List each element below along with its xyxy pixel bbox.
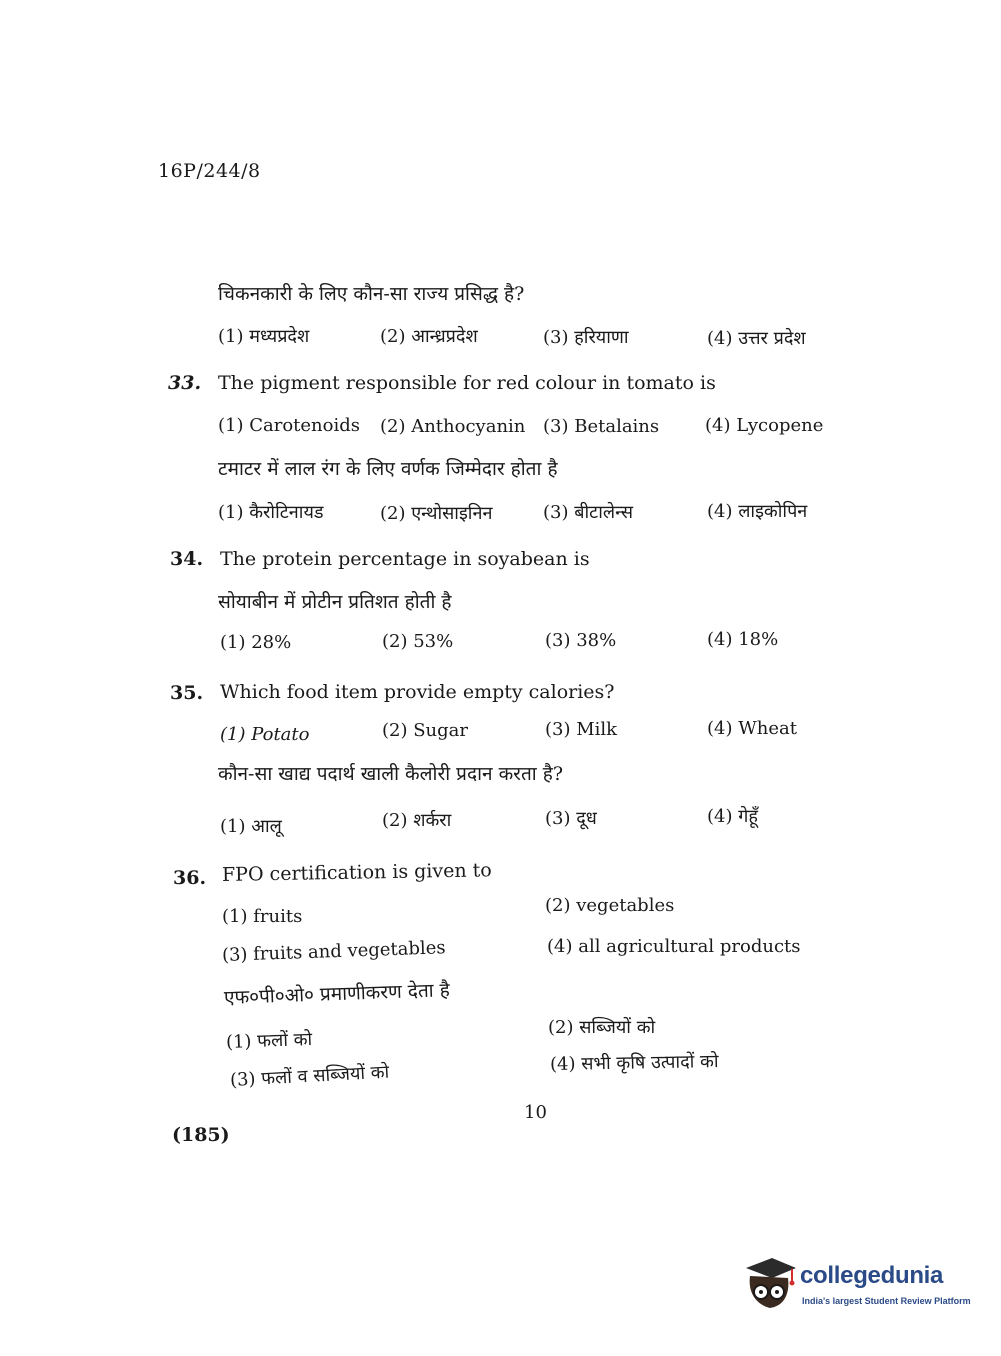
q35-hi-option-1: (1) आलू — [220, 816, 282, 837]
q33-option-1: (1) Carotenoids — [218, 415, 360, 436]
q34-option-1: (1) 28% — [220, 632, 292, 653]
question-34-number: 34. — [170, 548, 204, 570]
question-35-number: 35. — [170, 682, 204, 704]
paper-code: 16P/244/8 — [158, 160, 261, 182]
q36-hi-option-4: (4) सभी कृषि उत्पादों को — [549, 1051, 719, 1075]
q35-option-4: (4) Wheat — [707, 718, 797, 739]
q33-option-4: (4) Lycopene — [705, 415, 824, 436]
page-number: 10 — [524, 1102, 547, 1123]
q34-option-2: (2) 53% — [382, 631, 454, 652]
q32-hi-option-3: (3) हरियाणा — [543, 327, 629, 348]
question-35-hindi-text: कौन-सा खाद्य पदार्थ खाली कैलोरी प्रदान करता है? — [218, 763, 564, 785]
q35-hi-option-3: (3) दूध — [545, 808, 597, 829]
q35-hi-option-2: (2) शर्करा — [382, 810, 452, 831]
q32-hi-option-2: (2) आन्ध्रप्रदेश — [380, 326, 478, 347]
q36-hi-option-2: (2) सब्जियों को — [548, 1017, 656, 1038]
collegedunia-logo — [742, 1250, 972, 1330]
q35-hi-option-4: (4) गेहूँ — [707, 806, 758, 827]
question-33-hindi-text: टमाटर में लाल रंग के लिए वर्णक जिम्मेदार होता है — [218, 458, 558, 480]
q33-option-2: (2) Anthocyanin — [380, 416, 526, 437]
q36-option-2: (2) vegetables — [545, 895, 675, 916]
q35-option-2: (2) Sugar — [382, 720, 469, 741]
logo-wordmark: collegedunia — [800, 1262, 944, 1289]
q36-hi-option-3: (3) फलों व सब्जियों को — [229, 1061, 390, 1091]
q33-option-3: (3) Betalains — [543, 416, 660, 437]
question-36-text: FPO certification is given to — [221, 859, 492, 886]
question-33-text: The pigment responsible for red colour in tomato is — [218, 372, 716, 394]
q33-hi-option-2: (2) एन्थोसाइनिन — [380, 503, 493, 524]
q35-option-3: (3) Milk — [545, 719, 618, 740]
mascot-icon — [742, 1254, 798, 1316]
question-36-hindi-text: एफ०पी०ओ० प्रमाणीकरण देता है — [223, 979, 451, 1009]
question-36-number: 36. — [173, 867, 207, 889]
question-34-text: The protein percentage in soyabean is — [220, 548, 590, 570]
footer-code: (185) — [172, 1124, 230, 1146]
question-33-number: 33. — [168, 372, 202, 394]
logo-tagline: India's largest Student Review Platform — [802, 1296, 971, 1306]
q34-option-3: (3) 38% — [545, 630, 617, 651]
question-35-text: Which food item provide empty calories? — [220, 681, 615, 703]
q36-option-4: (4) all agricultural products — [547, 936, 801, 957]
q32-hi-option-4: (4) उत्तर प्रदेश — [707, 328, 806, 349]
question-34-hindi-text: सोयाबीन में प्रोटीन प्रतिशत होती है — [218, 591, 452, 613]
q36-hi-option-1: (1) फलों को — [225, 1028, 313, 1053]
q35-option-1: (1) Potato — [220, 724, 310, 745]
q32-hi-option-1: (1) मध्यप्रदेश — [218, 326, 310, 347]
q33-hi-option-3: (3) बीटालेन्स — [543, 502, 634, 523]
question-32-hindi-text: चिकनकारी के लिए कौन-सा राज्य प्रसिद्ध है? — [218, 283, 525, 305]
q36-option-3: (3) fruits and vegetables — [221, 937, 446, 966]
q36-option-1: (1) fruits — [222, 906, 303, 927]
q33-hi-option-4: (4) लाइकोपिन — [707, 501, 808, 522]
q33-hi-option-1: (1) कैरोटिनायड — [218, 502, 324, 523]
q34-option-4: (4) 18% — [707, 629, 779, 650]
